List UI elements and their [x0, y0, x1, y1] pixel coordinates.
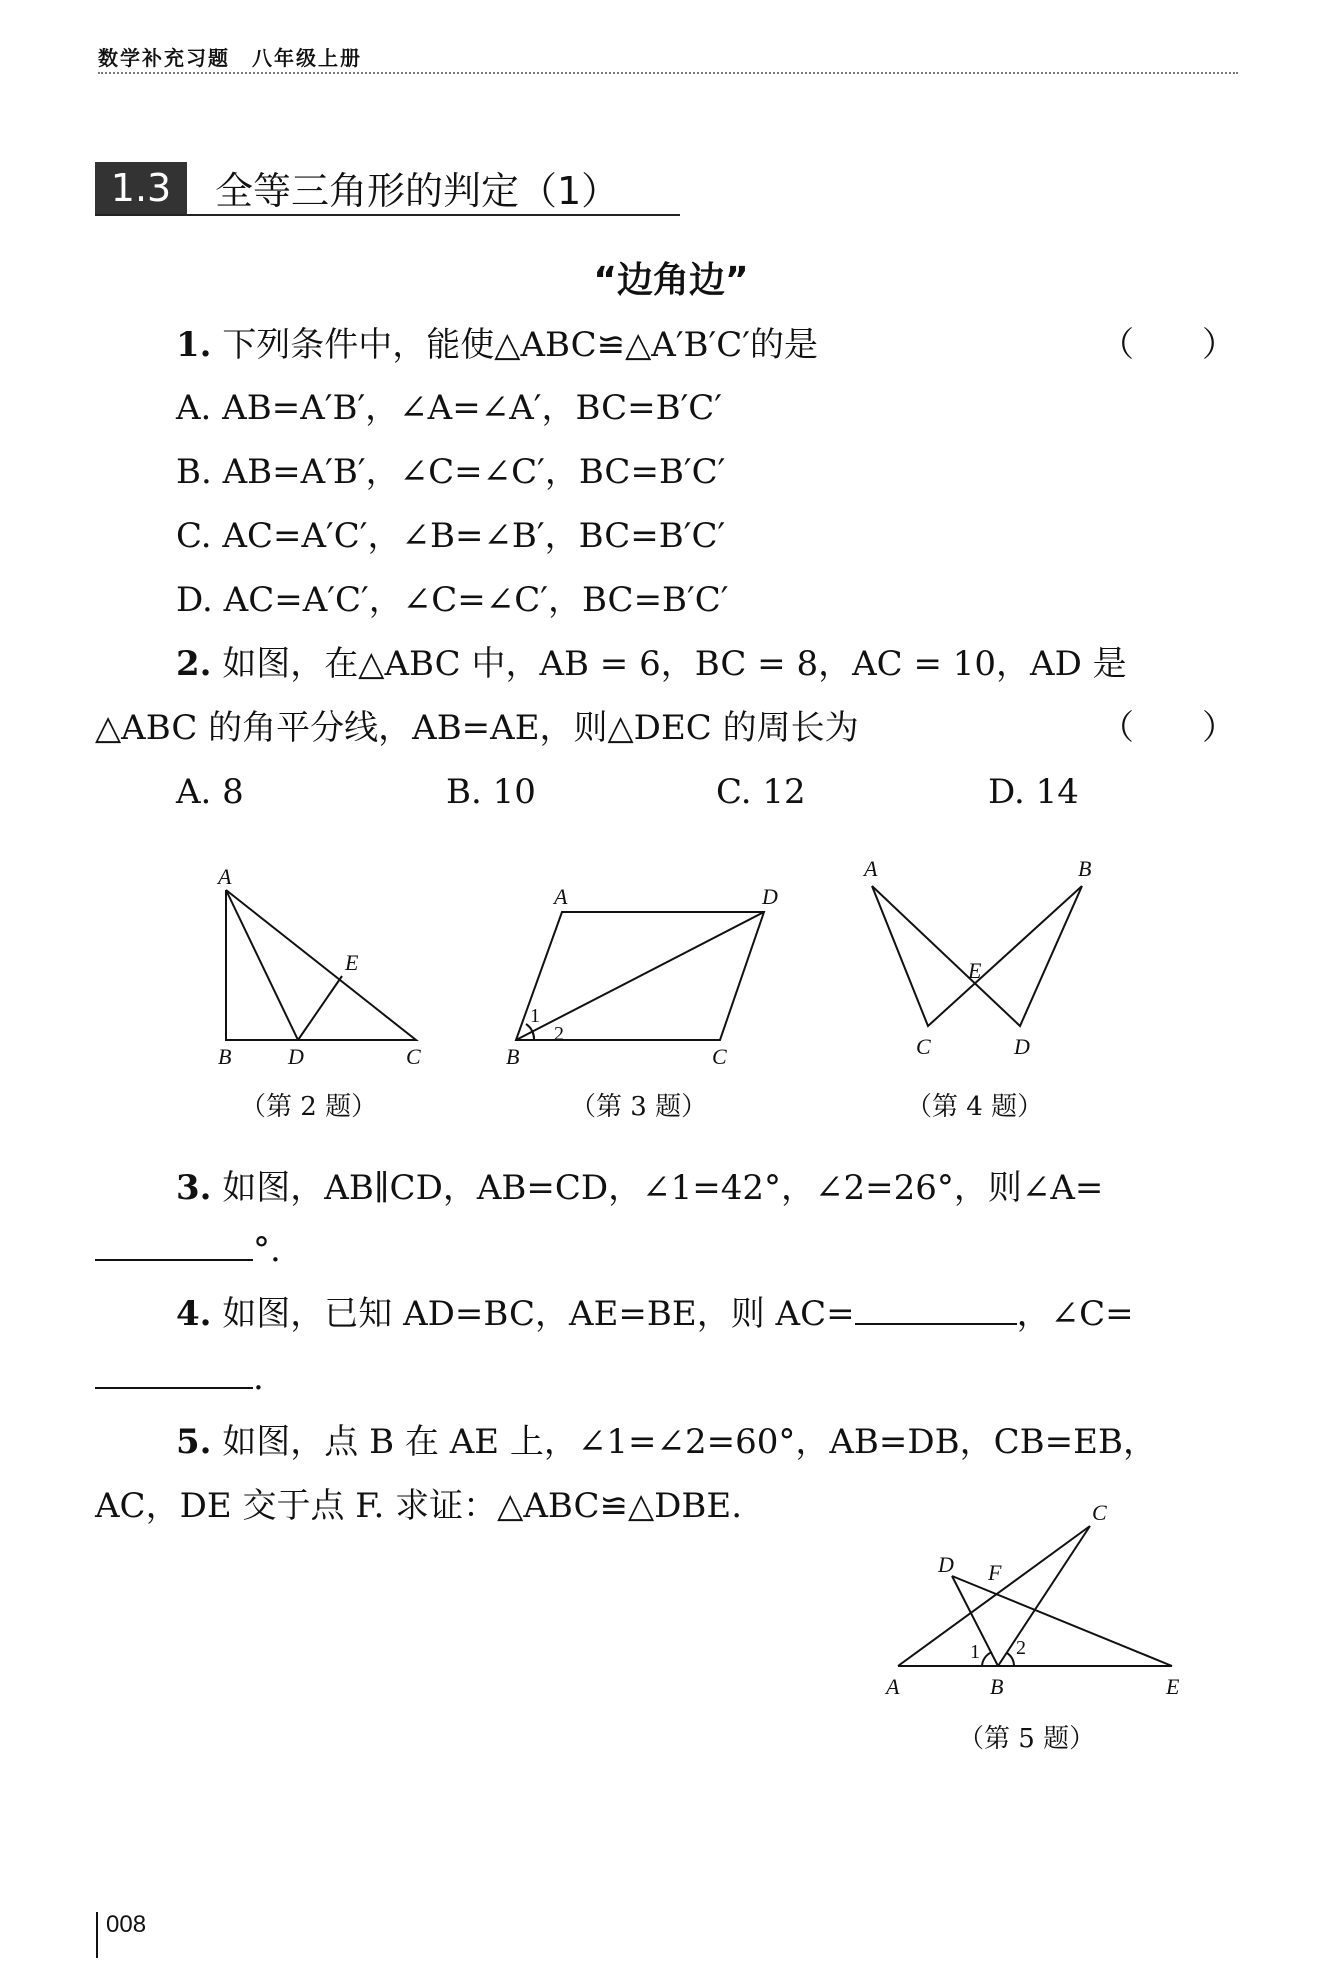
section-title: 全等三角形的判定（1）	[215, 169, 620, 213]
fig5-caption: （第 5 题）	[958, 1724, 1096, 1754]
fig5-angle-1: 1	[970, 1641, 980, 1663]
section-title-underline	[95, 214, 680, 216]
fig3-label-d: D	[762, 884, 778, 909]
q4-line1	[176, 1292, 1134, 1336]
fig3-caption: （第 3 题）	[570, 1092, 708, 1122]
q5-number: 5.	[176, 1422, 212, 1462]
fig3-label-b: B	[506, 1044, 520, 1069]
section-number-badge: 1.3	[95, 162, 187, 214]
q3-number: 3.	[176, 1168, 212, 1208]
fig5-label-d: D	[938, 1552, 954, 1577]
page-number: 008	[96, 1912, 146, 1958]
subheading: “边角边”	[593, 260, 749, 301]
q1-option-b: B. AB=A′B′，∠C=∠C′，BC=B′C′	[176, 452, 726, 492]
q4-number: 4.	[176, 1294, 212, 1334]
fig5-label-c: C	[1092, 1500, 1107, 1525]
q2-option-d: D. 14	[988, 772, 1079, 812]
fig2-label-c: C	[406, 1044, 421, 1069]
fig5-label-f: F	[988, 1560, 1002, 1585]
q5-text-1: 如图，点 B 在 AE 上，∠1=∠2=60°，AB=DB，CB=EB，	[222, 1422, 1157, 1462]
q3-line1	[176, 1166, 1103, 1210]
q2-number: 2.	[176, 644, 212, 684]
q4-prefix: 如图，已知 AD=BC，AE=BE，则 AC=	[222, 1294, 855, 1334]
q1-stem-line	[176, 323, 818, 367]
q1-option-c: C. AC=A′C′，∠B=∠B′，BC=B′C′	[176, 516, 726, 556]
q3-line2	[95, 1228, 281, 1272]
fig2-caption: （第 2 题）	[240, 1092, 378, 1122]
fig2-label-d: D	[288, 1044, 304, 1069]
fig2-label-e: E	[345, 950, 359, 975]
q4-mid: ，∠C=	[1016, 1294, 1134, 1334]
q2-stem-line1	[176, 642, 1127, 686]
q2-stem-line2: △ABC 的角平分线，AB=AE，则△DEC 的周长为	[95, 708, 859, 748]
q4-suffix: .	[253, 1358, 264, 1398]
fig4-label-d: D	[1014, 1034, 1030, 1059]
fig2-label-a: A	[218, 864, 232, 889]
header-divider	[98, 72, 1238, 74]
fig4-label-e: E	[968, 958, 982, 983]
q1-option-a: A. AB=A′B′，∠A=∠A′，BC=B′C′	[176, 388, 723, 428]
fig4-label-b: B	[1078, 856, 1092, 881]
fig3-label-a: A	[554, 884, 568, 909]
q4-answer-blank-ac[interactable]	[855, 1293, 1017, 1325]
q2-stem-1: 如图，在△ABC 中，AB = 6，BC = 8，AC = 10，AD 是	[222, 644, 1127, 684]
fig4-caption: （第 4 题）	[906, 1092, 1044, 1122]
q1-stem: 下列条件中，能使△ABC≌△A′B′C′的是	[222, 325, 818, 365]
q5-line1	[176, 1420, 1157, 1464]
fig5-label-e: E	[1166, 1674, 1180, 1699]
q1-option-d: D. AC=A′C′，∠C=∠C′，BC=B′C′	[176, 580, 729, 620]
figure-q4	[852, 850, 1112, 1064]
fig3-angle-2: 2	[554, 1023, 564, 1045]
q1-answer-bracket: （ ）	[1100, 325, 1236, 365]
q3-answer-blank[interactable]	[95, 1229, 253, 1261]
figure-q3	[500, 880, 800, 1074]
q4-answer-blank-angle-c[interactable]	[95, 1357, 253, 1389]
q2-answer-bracket: （ ）	[1100, 708, 1236, 748]
q5-line2: AC，DE 交于点 F. 求证：△ABC≌△DBE.	[95, 1486, 743, 1526]
q3-suffix: °.	[253, 1230, 281, 1270]
q2-option-a: A. 8	[176, 772, 244, 812]
q4-line2	[95, 1356, 264, 1400]
q2-option-c: C. 12	[716, 772, 806, 812]
fig5-angle-2: 2	[1016, 1637, 1026, 1659]
fig5-label-a: A	[886, 1674, 900, 1699]
q1-number: 1.	[176, 325, 212, 365]
fig5-label-b: B	[990, 1674, 1004, 1699]
fig3-label-c: C	[712, 1044, 727, 1069]
fig4-label-c: C	[916, 1034, 931, 1059]
fig3-angle-1: 1	[530, 1005, 540, 1027]
fig2-label-b: B	[218, 1044, 232, 1069]
figure-q2	[200, 860, 440, 1074]
q3-text: 如图，AB∥CD，AB=CD，∠1=42°，∠2=26°，则∠A=	[222, 1168, 1104, 1208]
running-header: 数学补充习题 八年级上册	[98, 46, 362, 70]
fig4-label-a: A	[864, 856, 878, 881]
figure-q5	[870, 1490, 1190, 1714]
q2-option-b: B. 10	[446, 772, 536, 812]
